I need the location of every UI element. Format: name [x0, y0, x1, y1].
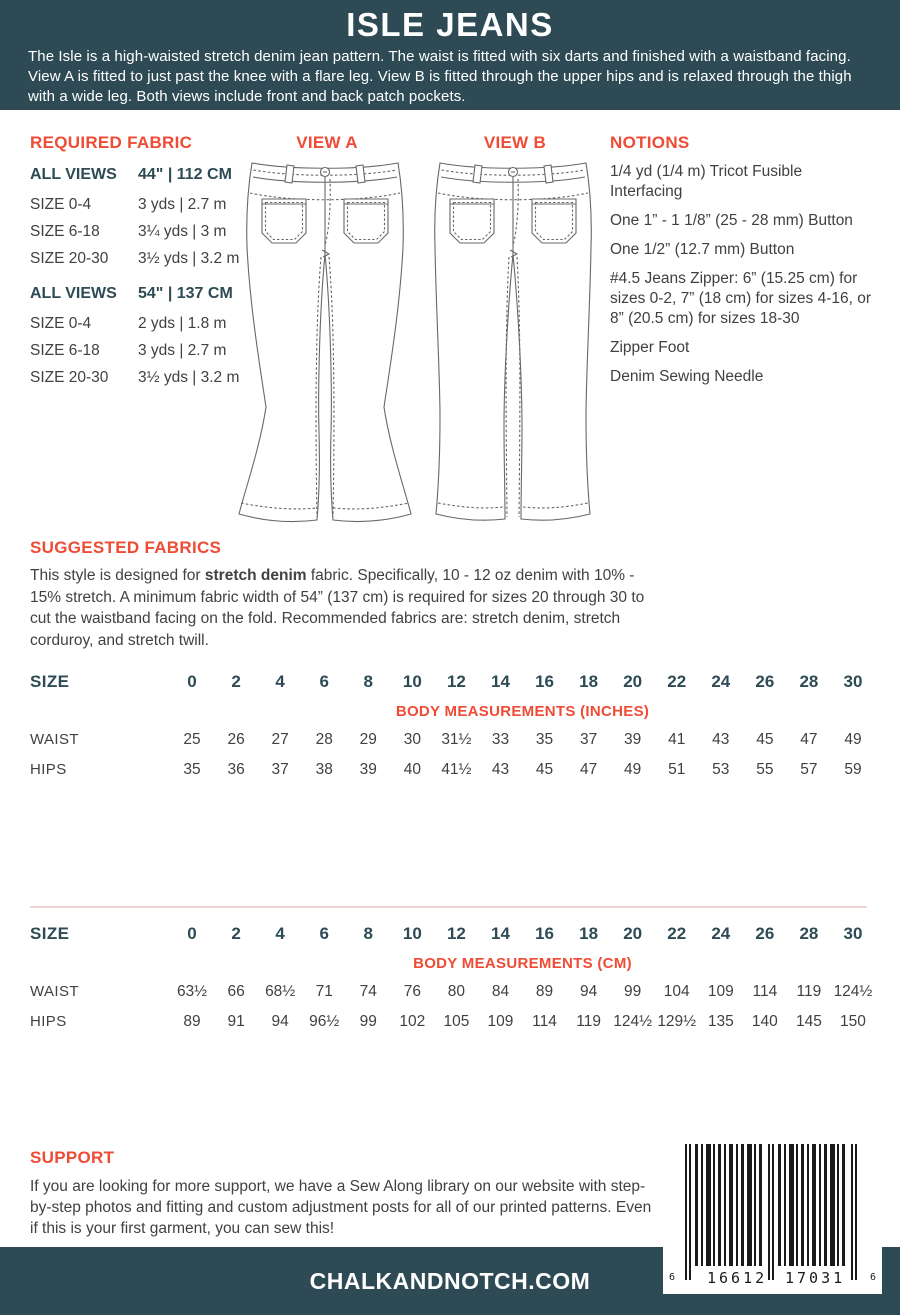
table-cell: 0: [187, 672, 197, 691]
notion-item: 1/4 yd (1/4 m) Tricot Fusible Interfacing: [610, 163, 803, 200]
barcode-group-2: 17031: [785, 1269, 846, 1287]
view-b-label: VIEW B: [483, 133, 547, 152]
table-cell: 20: [623, 672, 643, 691]
table-cell: 16: [535, 672, 554, 691]
notion-item: #4.5 Jeans Zipper: 6” (15.25 cm) for sizes 0-2, 7” (18 cm) for sizes 4-16, or 8” (20.5 cm) for sizes 18-30: [610, 270, 871, 327]
notion-item: One 1” - 1 1/8” (25 - 28 mm) Button: [610, 212, 853, 229]
table-cell: 35: [183, 761, 201, 778]
text-after-bold: fabric. Specifically, 10 - 12 oz denim with 10% - 15% stretch. A minimum fabric width of 54” (137 cm) is required for sizes 20 through 30 to cut the waistband facing on the fold. Recommended fabrics are: stretch denim, stretch corduroy, and stretch twill.: [30, 567, 645, 649]
table-cell: 119: [576, 1013, 601, 1030]
table-cell: 150: [840, 1013, 866, 1030]
table-cell: 109: [707, 983, 734, 1000]
suggested-fabrics-heading: SUGGESTED FABRICS: [30, 538, 222, 557]
table-cell: 89: [183, 1013, 201, 1030]
view-b-figure: [420, 133, 610, 539]
fabric-amount: 3 yds | 2.7 m: [138, 196, 227, 213]
fabric-size-range: SIZE 20-30: [30, 369, 109, 386]
table-cell: 140: [751, 1013, 778, 1030]
table-cell: 135: [707, 1013, 734, 1030]
size-column-header: SIZE: [30, 924, 70, 943]
view-a-label: VIEW A: [296, 133, 358, 152]
table-cell: 99: [359, 1013, 377, 1030]
hips-row-label: HIPS: [30, 1013, 67, 1030]
table-cell: 26: [227, 731, 245, 748]
fabric-row: [30, 245, 265, 272]
notions-section: [610, 133, 878, 396]
table-cell: 33: [491, 731, 510, 748]
fabric-size-range: SIZE 20-30: [30, 250, 109, 267]
fabric-row: [30, 218, 265, 245]
table-cell: 45: [535, 761, 554, 778]
table-cell: 6: [319, 924, 329, 943]
table-cell: 89: [535, 983, 554, 1000]
suggested-fabrics-text: [30, 565, 650, 651]
table-cell: 16: [535, 924, 554, 943]
table-cell: 0: [187, 924, 197, 943]
notion-item: One 1/2” (12.7 mm) Button: [610, 241, 795, 258]
table-cell: 12: [446, 924, 466, 943]
table-cell: 63½: [176, 983, 208, 1000]
table-cell: 26: [755, 672, 775, 691]
fabric-amount: 3½ yds | 3.2 m: [138, 369, 240, 386]
table-cell: 124½: [833, 983, 873, 1000]
table-subheading-inches: BODY MEASUREMENTS (INCHES): [395, 703, 650, 720]
table-cell: 47: [800, 731, 818, 748]
view-a-flare-jeans-drawing: [232, 157, 418, 539]
barcode-group-1: 16612: [707, 1269, 768, 1287]
size-table-cm: [30, 924, 875, 1031]
bold-fabric-name: stretch denim: [204, 567, 307, 584]
fabric-views-label: ALL VIEWS: [30, 166, 117, 183]
barcode-left-digit: 6: [669, 1272, 676, 1283]
text-before-bold: This style is designed for: [30, 567, 205, 584]
table-cell: 71: [315, 983, 333, 1000]
table-cell: 37: [271, 761, 289, 778]
table-cell: 31½: [441, 731, 472, 748]
fabric-size-range: SIZE 6-18: [30, 342, 100, 359]
table-cell: 12: [446, 672, 466, 691]
fabric-size-range: SIZE 6-18: [30, 223, 100, 240]
size-numbers-row: [170, 672, 875, 692]
table-cell: 36: [227, 761, 245, 778]
table-cell: 28: [315, 731, 333, 748]
table-cell: 129½: [657, 1013, 697, 1030]
table-cell: 6: [319, 672, 329, 691]
suggested-fabrics-section: [30, 538, 650, 651]
fabric-amount: 3½ yds | 3.2 m: [138, 250, 240, 267]
table-cell: 24: [711, 672, 731, 691]
table-cell: 30: [843, 672, 863, 691]
table-cell: 18: [579, 924, 599, 943]
table-cell: 96½: [309, 1013, 340, 1030]
notion-item: Zipper Foot: [610, 339, 690, 356]
table-cell: 45: [756, 731, 774, 748]
table-cell: 94: [271, 1013, 289, 1030]
fabric-block-54: [30, 285, 265, 391]
size-table-inches: [30, 672, 875, 779]
notion-item: Denim Sewing Needle: [610, 368, 764, 385]
table-cell: 24: [711, 924, 731, 943]
table-cell: 55: [756, 761, 774, 778]
size-numbers-row: [170, 924, 875, 944]
table-cell: 41: [668, 731, 686, 748]
table-cell: 119: [796, 983, 822, 1000]
fabric-size-range: SIZE 0-4: [30, 196, 92, 213]
table-cell: 2: [231, 672, 241, 691]
table-cell: 43: [712, 731, 730, 748]
table-cell: 27: [271, 731, 289, 748]
view-b-wide-jeans-drawing: [420, 157, 606, 539]
table-cell: 28: [799, 672, 819, 691]
fabric-row: [30, 191, 265, 218]
table-cell: 8: [363, 672, 374, 691]
table-cell: 94: [579, 983, 598, 1000]
table-cell: 35: [535, 731, 554, 748]
waist-values-row: [170, 731, 875, 749]
table-cell: 37: [579, 731, 598, 748]
fabric-size-range: SIZE 0-4: [30, 315, 92, 332]
required-fabric-heading: REQUIRED FABRIC: [30, 133, 193, 152]
fabric-row: [30, 364, 265, 391]
table-cell: 114: [532, 1013, 557, 1030]
table-cell: 22: [667, 672, 687, 691]
waist-row-label: WAIST: [30, 731, 79, 748]
fabric-block-44: [30, 166, 265, 272]
support-text: If you are looking for more support, we have a Sew Along library on our website with step-by-step photos and fitting and custom adjustment posts for all of our printed patterns. Even if this is your first garment, you can sew this!: [30, 1178, 652, 1237]
table-cell: 59: [844, 761, 862, 778]
fabric-width-label: 54" | 137 CM: [138, 285, 233, 302]
table-cell: 39: [359, 761, 377, 778]
table-cell: 40: [403, 761, 421, 778]
table-cell: 2: [231, 924, 241, 943]
fabric-amount: 2 yds | 1.8 m: [138, 315, 227, 332]
website-url: CHALKANDNOTCH.COM: [309, 1267, 591, 1294]
table-cell: 43: [491, 761, 510, 778]
table-divider-line: [30, 906, 867, 908]
table-cell: 39: [624, 731, 642, 748]
table-cell: 30: [843, 924, 863, 943]
table-cell: 26: [755, 924, 775, 943]
view-a-figure: [232, 133, 422, 539]
table-cell: 51: [668, 761, 686, 778]
size-column-header: SIZE: [30, 672, 70, 691]
table-cell: 18: [579, 672, 599, 691]
barcode-bars: [663, 1128, 882, 1294]
fabric-views-label: ALL VIEWS: [30, 285, 117, 302]
table-cell: 76: [403, 983, 421, 1000]
table-subheading-cm: BODY MEASUREMENTS (CM): [413, 955, 632, 972]
table-cell: 99: [624, 983, 642, 1000]
support-section: [30, 1148, 660, 1239]
table-cell: 114: [752, 983, 778, 1000]
table-cell: 104: [663, 983, 690, 1000]
table-cell: 22: [667, 924, 687, 943]
table-cell: 66: [227, 983, 245, 1000]
table-cell: 10: [402, 672, 422, 691]
table-cell: 47: [579, 761, 598, 778]
table-cell: 49: [624, 761, 642, 778]
required-fabric-section: [30, 133, 265, 391]
table-cell: 10: [402, 924, 422, 943]
table-cell: 28: [799, 924, 819, 943]
table-cell: 80: [447, 983, 466, 1000]
table-cell: 4: [275, 672, 285, 691]
table-cell: 38: [315, 761, 333, 778]
table-cell: 25: [183, 731, 201, 748]
barcode-right-digit: 6: [869, 1272, 876, 1283]
fabric-width-label: 44" | 112 CM: [138, 166, 232, 183]
fabric-amount: 3 yds | 2.7 m: [138, 342, 227, 359]
fabric-row: [30, 337, 265, 364]
table-cell: 4: [275, 924, 285, 943]
notions-heading: NOTIONS: [610, 133, 690, 152]
page-title: ISLE JEANS: [346, 6, 554, 43]
table-cell: 49: [844, 731, 862, 748]
hips-values-row: [170, 1013, 875, 1031]
hips-row-label: HIPS: [30, 761, 67, 778]
table-cell: 91: [227, 1013, 245, 1030]
table-cell: 124½: [613, 1013, 653, 1030]
table-cell: 102: [399, 1013, 426, 1030]
hips-values-row: [170, 761, 875, 779]
fabric-row: [30, 310, 265, 337]
table-cell: 20: [623, 924, 643, 943]
table-cell: 74: [359, 983, 377, 1000]
table-cell: 29: [359, 731, 377, 748]
pattern-description: The Isle is a high-waisted stretch denim jean pattern. The waist is fitted with six darts and finished with a waistband facing. View A is fitted to just past the knee with a flare leg. View B is fitted through the upper hips and is relaxed through the thigh with a wide leg. Both views include front and back patch pockets.: [28, 48, 852, 105]
table-cell: 109: [487, 1013, 514, 1030]
header-band: [0, 0, 900, 110]
waist-row-label: WAIST: [30, 983, 79, 1000]
table-cell: 14: [491, 672, 510, 691]
table-cell: 41½: [441, 761, 472, 778]
table-cell: 30: [403, 731, 421, 748]
waist-values-row: [170, 983, 875, 1001]
barcode: [663, 1128, 882, 1294]
table-cell: 105: [443, 1013, 470, 1030]
table-cell: 57: [800, 761, 818, 778]
fabric-amount: 3¼ yds | 3 m: [138, 223, 227, 240]
table-cell: 53: [712, 761, 730, 778]
table-cell: 84: [491, 983, 510, 1000]
support-heading: SUPPORT: [30, 1148, 115, 1167]
table-cell: 145: [795, 1013, 822, 1030]
table-cell: 68½: [265, 983, 296, 1000]
notions-list: [610, 162, 878, 387]
table-cell: 14: [491, 924, 510, 943]
table-cell: 8: [363, 924, 374, 943]
